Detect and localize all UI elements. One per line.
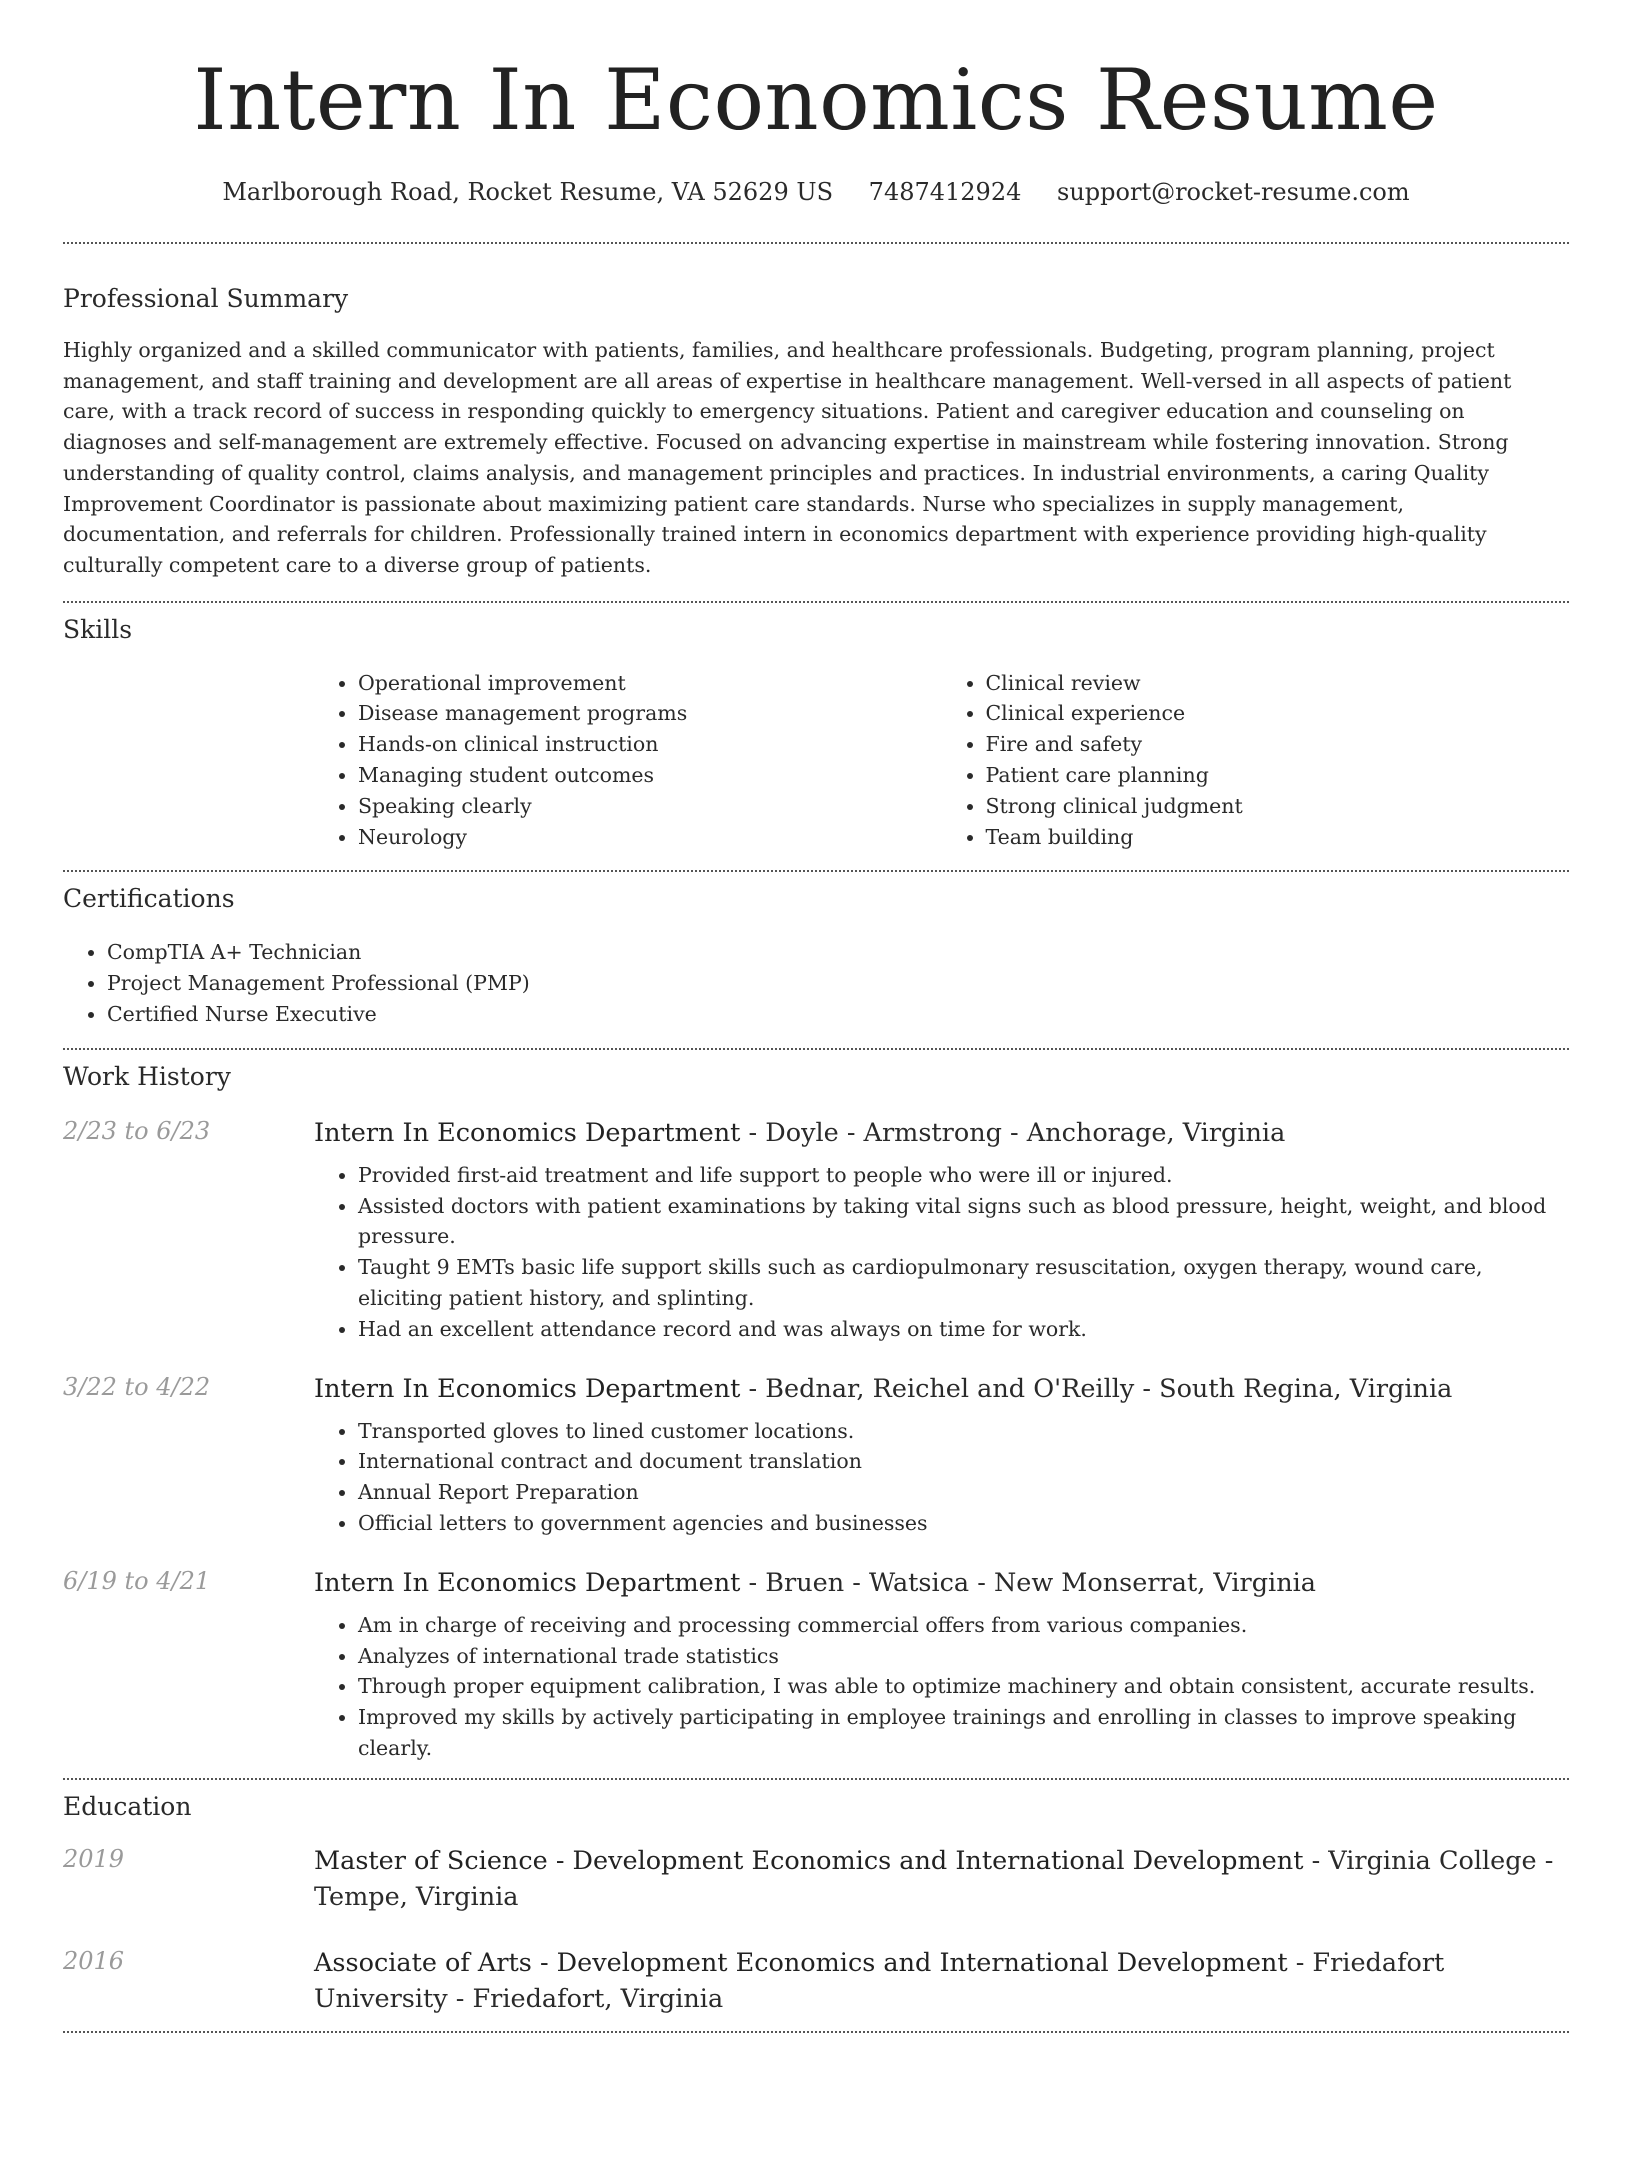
job-role: Intern In Economics Department xyxy=(314,1373,741,1404)
job-details: - Bednar, Reichel and O'Reilly - South Regina, Virginia xyxy=(748,1373,1453,1404)
job-body xyxy=(314,1115,1569,1345)
skill-item: • Fire and safety xyxy=(986,729,1570,760)
skill-item: • Disease management programs xyxy=(358,698,942,729)
resume-title: Intern In Economics Resume xyxy=(193,51,1439,149)
job-bullet: • Transported gloves to lined customer locations. xyxy=(358,1416,1569,1447)
education-heading-line xyxy=(314,1945,1569,2017)
education-heading: Education xyxy=(63,1791,192,1821)
education-details: - Friedafort University - Friedafort, Virginia xyxy=(314,1947,1445,2014)
job-bullet: • International contract and document translation xyxy=(358,1446,1569,1477)
job-bullet: • Annual Report Preparation xyxy=(358,1477,1569,1508)
education-heading-line xyxy=(314,1843,1569,1915)
job-role: Intern In Economics Department xyxy=(314,1117,741,1148)
job-bullet: • Am in charge of receiving and processing commercial offers from various companies. xyxy=(358,1610,1569,1641)
resume-page xyxy=(0,51,1632,2033)
contact-phone: 7487412924 xyxy=(868,178,1022,206)
job-bullet: • Assisted doctors with patient examinations by taking vital signs such as blood pressure, height, weight, and blood pressure. xyxy=(358,1191,1569,1253)
skill-item: • Team building xyxy=(986,822,1570,853)
contact-address: Marlborough Road, Rocket Resume, VA 52629 US xyxy=(222,178,834,206)
job-bullet: • Through proper equipment calibration, I was able to optimize machinery and obtain consistent, accurate results. xyxy=(358,1671,1569,1702)
job-bullets xyxy=(314,1160,1569,1345)
skill-item: • Operational improvement xyxy=(358,668,942,699)
summary-text: Highly organized and a skilled communicator with patients, families, and healthcare professionals. Budgeting, program planning, project management, and staff training and development are all areas of expertise in healthcare management. Well-versed in all aspects of patient care, with a track record of success in responding quickly to emergency situations. Patient and caregiver education and counseling on diagnoses and self-management are extremely effective. Focused on advancing expertise in mainstream while fostering innovation. Strong understanding of quality control, claims analysis, and management principles and practices. In industrial environments, a caring Quality Improvement Coordinator is passionate about maximizing patient care standards. Nurse who specializes in supply management, documentation, and referrals for children. Professionally trained intern in economics department with experience providing high-quality culturally competent care to a diverse group of patients. xyxy=(63,338,1512,577)
job-bullets xyxy=(314,1610,1569,1764)
certification-item: • CompTIA A+ Technician xyxy=(107,937,1569,968)
education-entry xyxy=(63,1945,1569,2017)
education-date: 2016 xyxy=(63,1946,125,1975)
education-section xyxy=(63,1792,1569,2017)
job-details: - Bruen - Watsica - New Monserrat, Virginia xyxy=(748,1567,1316,1598)
skills-heading: Skills xyxy=(63,614,133,644)
skill-item: • Managing student outcomes xyxy=(358,760,942,791)
skills-section xyxy=(63,615,1569,853)
certifications-section xyxy=(63,884,1569,1029)
job-entry xyxy=(63,1565,1569,1764)
section-divider xyxy=(63,601,1569,603)
job-bullet: • Improved my skills by actively participating in employee trainings and enrolling in classes to improve speaking clearly. xyxy=(358,1702,1569,1764)
job-bullet: • Had an excellent attendance record and was always on time for work. xyxy=(358,1314,1569,1345)
work-history-section xyxy=(63,1062,1569,1764)
contact-line xyxy=(63,178,1569,206)
education-entry xyxy=(63,1843,1569,1915)
skill-item: • Neurology xyxy=(358,822,942,853)
section-divider xyxy=(63,242,1569,244)
job-date: 2/23 to 6/23 xyxy=(63,1116,211,1145)
job-body xyxy=(314,1371,1569,1539)
education-details: - Virginia College - Tempe, Virginia xyxy=(314,1845,1554,1912)
contact-email: support@rocket-resume.com xyxy=(1057,178,1410,206)
skills-list xyxy=(314,668,1569,853)
education-body xyxy=(314,1945,1569,2017)
job-date: 6/19 to 4/21 xyxy=(63,1566,211,1595)
section-divider xyxy=(63,2031,1569,2033)
education-body xyxy=(314,1843,1569,1915)
certifications-list xyxy=(63,937,1569,1029)
section-divider xyxy=(63,1778,1569,1780)
certification-item: • Certified Nurse Executive xyxy=(107,999,1569,1030)
skill-item: • Speaking clearly xyxy=(358,791,942,822)
job-entry xyxy=(63,1115,1569,1345)
job-body xyxy=(314,1565,1569,1764)
job-entry xyxy=(63,1371,1569,1539)
education-degree: Associate of Arts - Development Economics and International Development xyxy=(314,1947,1288,1978)
job-date: 3/22 to 4/22 xyxy=(63,1372,211,1401)
section-divider xyxy=(63,870,1569,872)
job-bullet: • Analyzes of international trade statistics xyxy=(358,1641,1569,1672)
job-details: - Doyle - Armstrong - Anchorage, Virginia xyxy=(748,1117,1286,1148)
skill-item: • Hands-on clinical instruction xyxy=(358,729,942,760)
skills-column-left xyxy=(314,668,942,853)
skill-item: • Clinical experience xyxy=(986,698,1570,729)
summary-heading: Professional Summary xyxy=(63,284,349,313)
job-role: Intern In Economics Department xyxy=(314,1567,741,1598)
skill-item: • Patient care planning xyxy=(986,760,1570,791)
summary-section xyxy=(63,284,1569,581)
certifications-heading: Certifications xyxy=(63,884,235,914)
section-divider xyxy=(63,1048,1569,1050)
job-heading xyxy=(314,1371,1569,1407)
job-bullet: • Official letters to government agencies and businesses xyxy=(358,1508,1569,1539)
certification-item: • Project Management Professional (PMP) xyxy=(107,968,1569,999)
skills-column-right xyxy=(942,668,1570,853)
education-date: 2019 xyxy=(63,1844,125,1873)
skill-item: • Clinical review xyxy=(986,668,1570,699)
job-bullet: • Taught 9 EMTs basic life support skills such as cardiopulmonary resuscitation, oxygen therapy, wound care, eliciting patient history, and splinting. xyxy=(358,1252,1569,1314)
work-history-heading: Work History xyxy=(63,1061,231,1091)
skill-item: • Strong clinical judgment xyxy=(986,791,1570,822)
job-bullets xyxy=(314,1416,1569,1539)
job-heading xyxy=(314,1115,1569,1151)
education-degree: Master of Science - Development Economics and International Development xyxy=(314,1845,1304,1876)
job-bullet: • Provided first-aid treatment and life support to people who were ill or injured. xyxy=(358,1160,1569,1191)
job-heading xyxy=(314,1565,1569,1601)
